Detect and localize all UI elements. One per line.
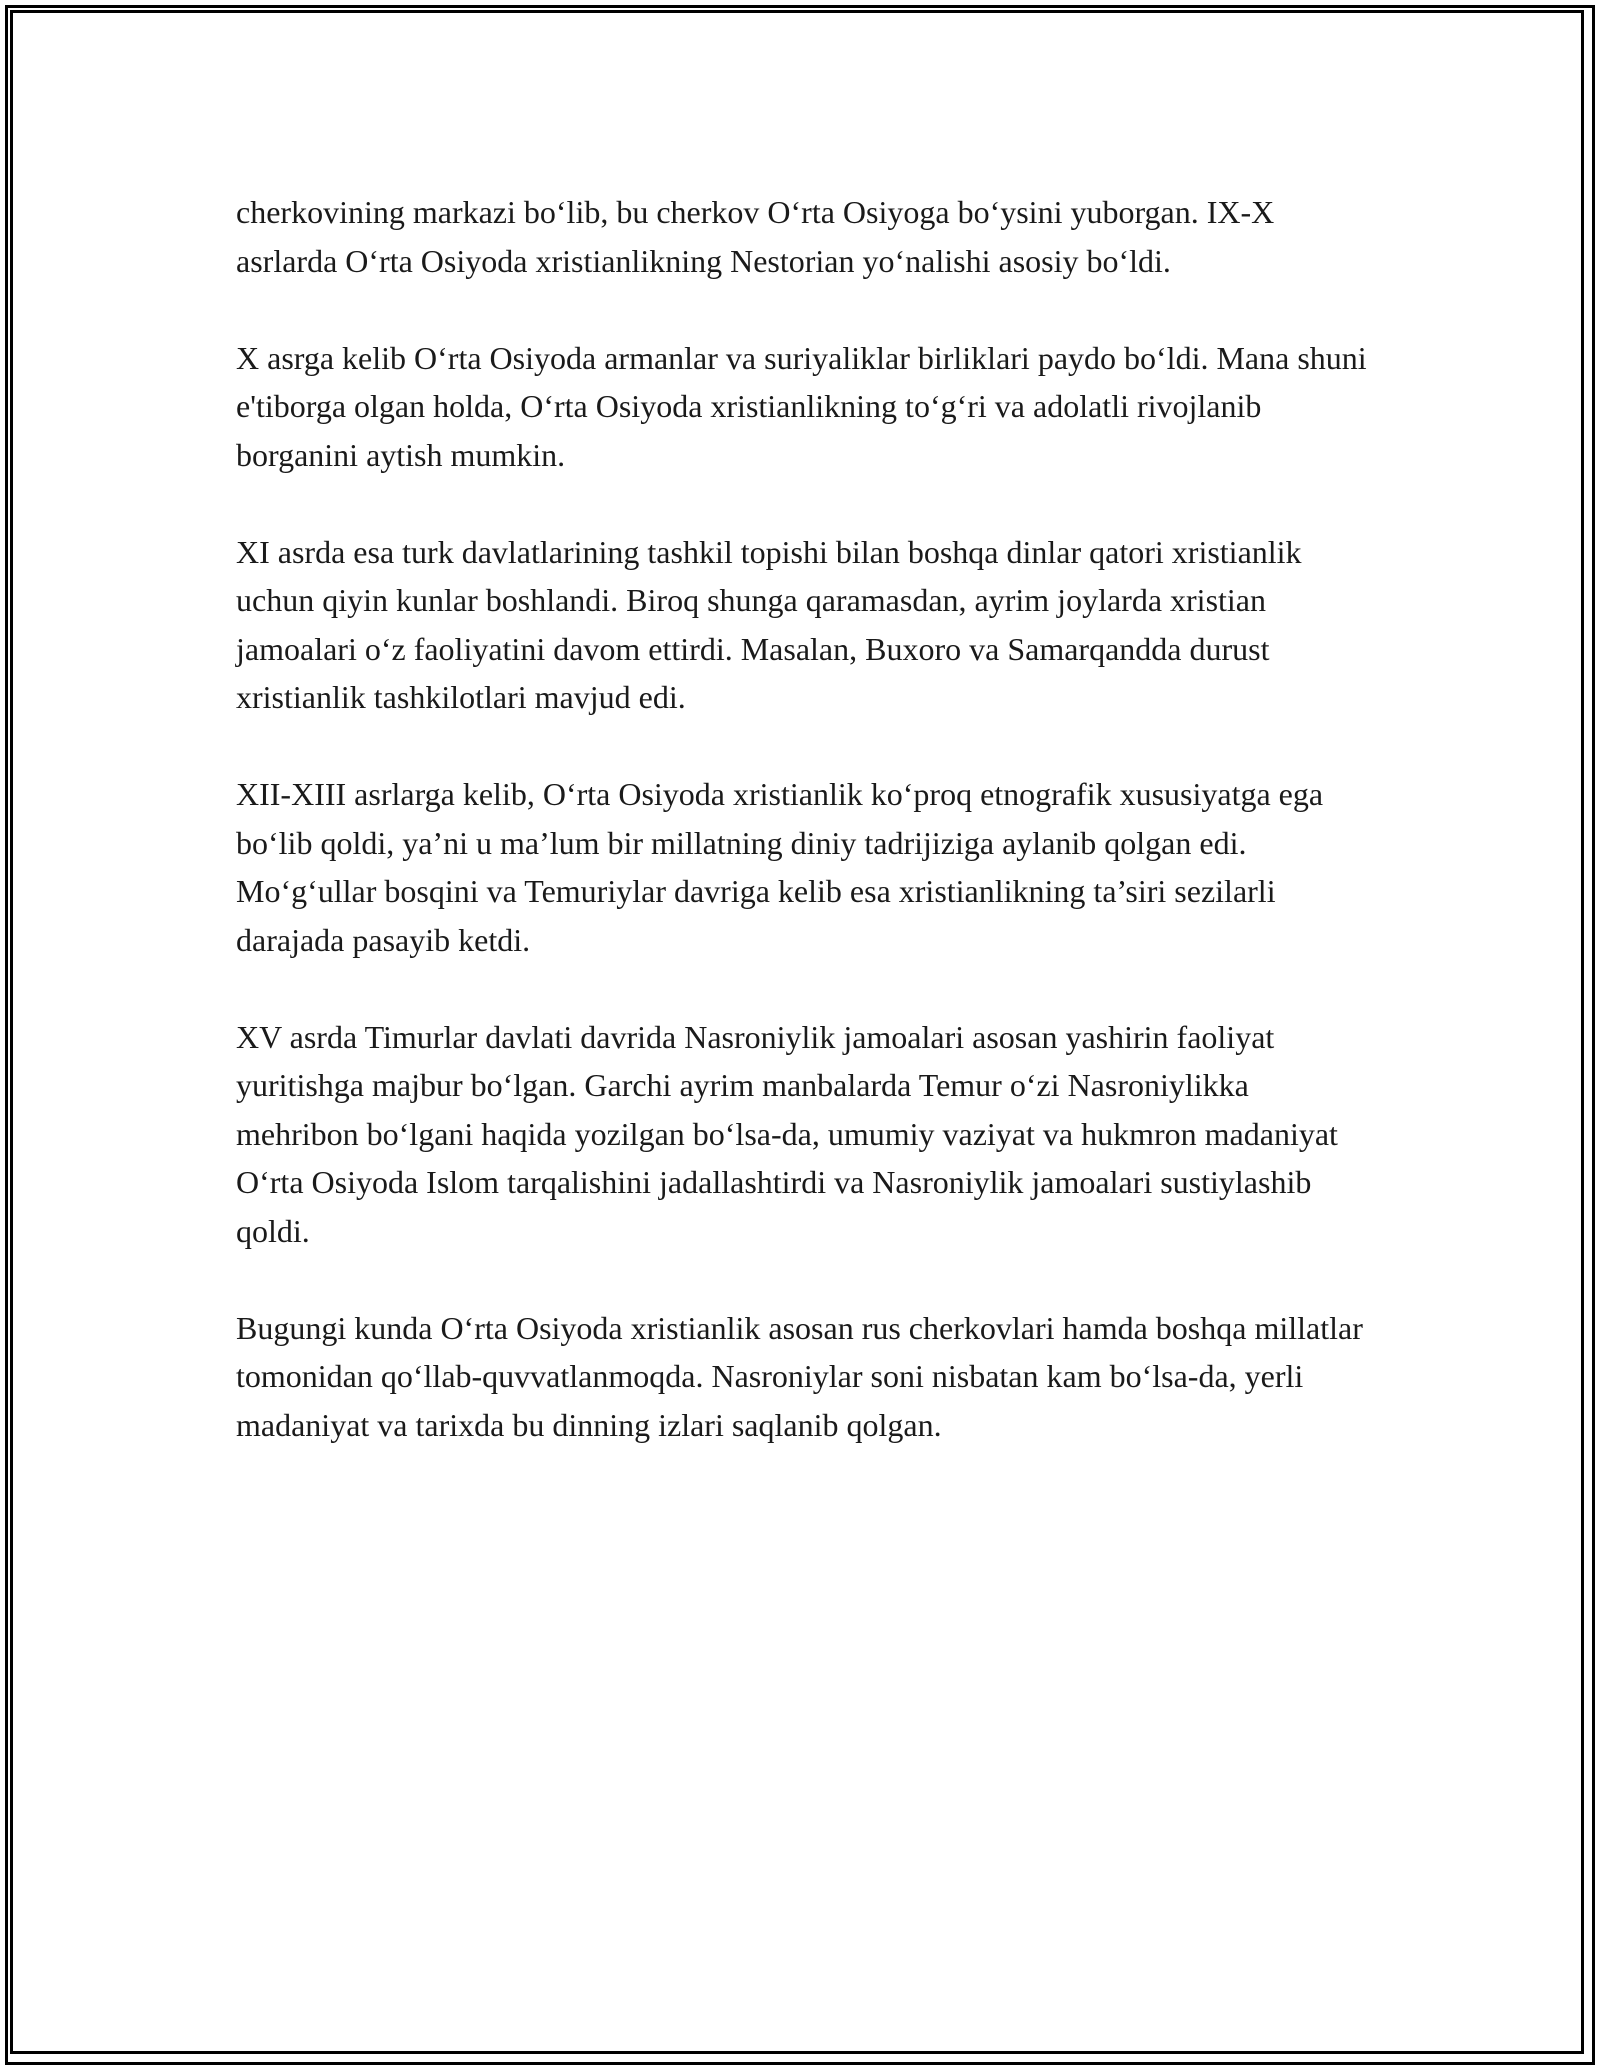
paragraph-3: XI asrda esa turk davlatlarining tashkil topishi bilan boshqa dinlar qatori xristianlik uchun qiyin kunlar boshlandi. Biroq shunga qaramasdan, ayrim joylarda xristian jamoalari o‘z faoliyatini davom ettirdi. Masalan, Buxoro va Samarqandda durust xristianlik tashkilotlari mavjud edi.	[236, 533, 1302, 715]
document-body	[236, 188, 1376, 1498]
paragraph-2: X asrga kelib O‘rta Osiyoda armanlar va suriyaliklar birliklari paydo bo‘ldi. Mana shuni e'tiborga olgan holda, O‘rta Osiyoda xristianlikning to‘g‘ri va adolatli rivojlanib borganini aytish mumkin.	[236, 339, 1367, 473]
paragraph-1: cherkovining markazi bo‘lib, bu cherkov O‘rta Osiyoga bo‘ysini yuborgan. IX-X asrlarda O‘rta Osiyoda xristianlikning Nestorian yo‘nalishi asosiy bo‘ldi.	[236, 194, 1275, 279]
paragraph-4: XII-XIII asrlarga kelib, O‘rta Osiyoda xristianlik ko‘proq etnografik xususiyatga ega bo‘lib qoldi, ya’ni u ma’lum bir millatning diniy tadrijiziga aylanib qolgan edi. Mo‘g‘ullar bosqini va Temuriylar davriga kelib esa xristianlikning ta’siri sezilarli darajada pasayib ketdi.	[236, 776, 1324, 958]
paragraph-5: XV asrda Timurlar davlati davrida Nasroniylik jamoalari asosan yashirin faoliyat yuritishga majbur bo‘lgan. Garchi ayrim manbalarda Temur o‘zi Nasroniylikka mehribon bo‘lgani haqida yozilgan bo‘lsa-da, umumiy vaziyat va hukmron madaniyat O‘rta Osiyoda Islom tarqalishini jadallashtirdi va Nasroniylik jamoalari sustiylashib qoldi.	[236, 1018, 1338, 1249]
paragraph-6: Bugungi kunda O‘rta Osiyoda xristianlik asosan rus cherkovlari hamda boshqa millatlar tomonidan qo‘llab-quvvatlanmoqda. Nasroniylar soni nisbatan kam bo‘lsa-da, yerli madaniyat va tarixda bu dinning izlari saqlanib qolgan.	[236, 1309, 1363, 1443]
